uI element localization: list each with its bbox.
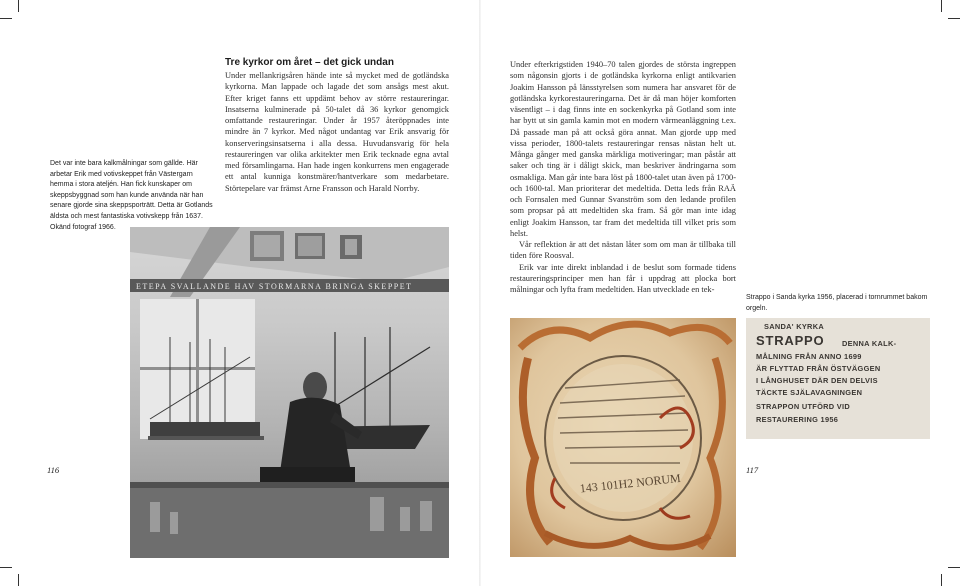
crop-mark [18, 574, 19, 586]
page-number-left: 116 [47, 465, 60, 475]
wall-inscription-text: 143 101H2 NORUM [579, 470, 682, 496]
inscription-line: DENNA KALK- [842, 339, 897, 348]
inscription-line: SANDA' KYRKA [764, 322, 824, 331]
crop-mark [948, 567, 960, 568]
inscription-line: MÅLNING FRÅN ANNO 1699 [756, 352, 862, 361]
page-gutter [479, 0, 481, 586]
body-paragraph: Vår reflektion är att det nästan låter som om man är tillbaka till tiden före Roosval. [510, 240, 736, 261]
inscription-line: RESTAURERING 1956 [756, 415, 839, 424]
strappo-inscription-photo [746, 318, 930, 439]
body-paragraph: Erik var inte direkt inblandad i de beslut som formade tidens restaureringsprinciper men han får i uppdrag att plocka bort målningar och lyfta fram medeltiden. Han utvecklade en tek- [510, 262, 736, 294]
crop-mark [941, 0, 942, 12]
crop-mark [18, 0, 19, 12]
inscription-line: TÄCKTE SJÄLAVAGNINGEN [756, 388, 863, 397]
crop-mark [0, 18, 12, 19]
crop-mark [941, 574, 942, 586]
article-heading: Tre kyrkor om året – det gick undan [225, 57, 394, 68]
wall-painting-photo [510, 318, 736, 557]
studio-photo-caption: Det var inte bara kalkmålningar som gällde. Här arbetar Erik med votivskeppet från Västergarn hemma i stora ateljén. Han fick kunskaper om skeppsbyggnad som han kunde använda när han senare gjorde sina skeppsporträtt. Detta är Gotlands äldsta och mest fantastiska votivskepp från 1637. Okänd fotograf 1966. [50, 160, 213, 231]
inscription-title: STRAPPO [756, 333, 825, 348]
body-paragraph: Under mellankrigsåren hände inte så mycket med de gotländska kyrkorna. Man lappade och lagade det som ansågs mest akut. Efter kriget fanns ett uppdämt behov av större restaureringar. Insatserna kulminerade på 50-talet då 36 kyrkor genomgick omfattande restaureringar. Under år 1957 återöppnades inte mindre än 7 kyrkor. Med något undantag var Erik ansvarig för konserveringsinsatserna i alla dessa. Huvudansvarig för hela restaureringen var olika arkitekter men Erik tecknade egna avtal med församlingarna. Han hade ingen konkurrens men engagerade ett antal kunniga konstmärer/hantverkare som medarbetare. Störtepelare var främst Arne Fransson och Harald Norrby. [225, 71, 449, 193]
wall-painting-illustration [510, 318, 736, 557]
crop-mark [948, 18, 960, 19]
inscription-line: I LÅNGHUSET DÄR DEN DELVIS [756, 376, 878, 385]
crop-mark [0, 567, 12, 568]
right-body-column [510, 59, 736, 295]
inscription-line: STRAPPON UTFÖRD VID [756, 402, 850, 411]
studio-banner-text: ETEPA SVALLANDE HAV STORMARNA BRINGA SKEPPET [136, 282, 413, 291]
studio-photo-illustration [130, 227, 449, 558]
body-paragraph: Under efterkrigstiden 1940–70 talen gjordes de största ingreppen som någonsin gjorts i de gotländska kyrkorna enligt antikvarien Joakim Hansson på länsstyrelsen som numera har ansvaret för de gotländska kyrkorestaureringarna. Det är då man höjer komforten väsentligt – i dag finns inte en sockenkyrka på Gotland som inte har bytt ut sin gamla kamin mot en modern värmeanläggning t.ex. Då passade man på att också göra annat. Man gjorde upp med vissa perioder, 1800-talets restaureringar rensas nästan helt ut. Många gånger med ganska märkliga motiveringar; man påstår att saker och ting är i dåligt skick, man beskriver ändringarna som osmakliga. Man går inte bara löst på 1800-talet utan även på 1700- och 1600-tal. Man prioriterar det medeltida. Detta leds från RAÄ och Fornsalen med Gunnar Svanström som den ledande profilen som propsar på att medeltiden ska fram. Så gör man inte idag enligt Joakim Hansson, tar fram det medeltida till vilket pris som helst. [510, 60, 736, 238]
page-number-right: 117 [746, 465, 759, 475]
studio-photo [130, 227, 449, 558]
strappo-photo-caption: Strappo i Sanda kyrka 1956, placerad i tornrummet bakom orgeln. [746, 294, 928, 312]
left-body-column [225, 70, 449, 194]
inscription-line: ÄR FLYTTAD FRÅN ÖSTVÄGGEN [756, 364, 881, 373]
